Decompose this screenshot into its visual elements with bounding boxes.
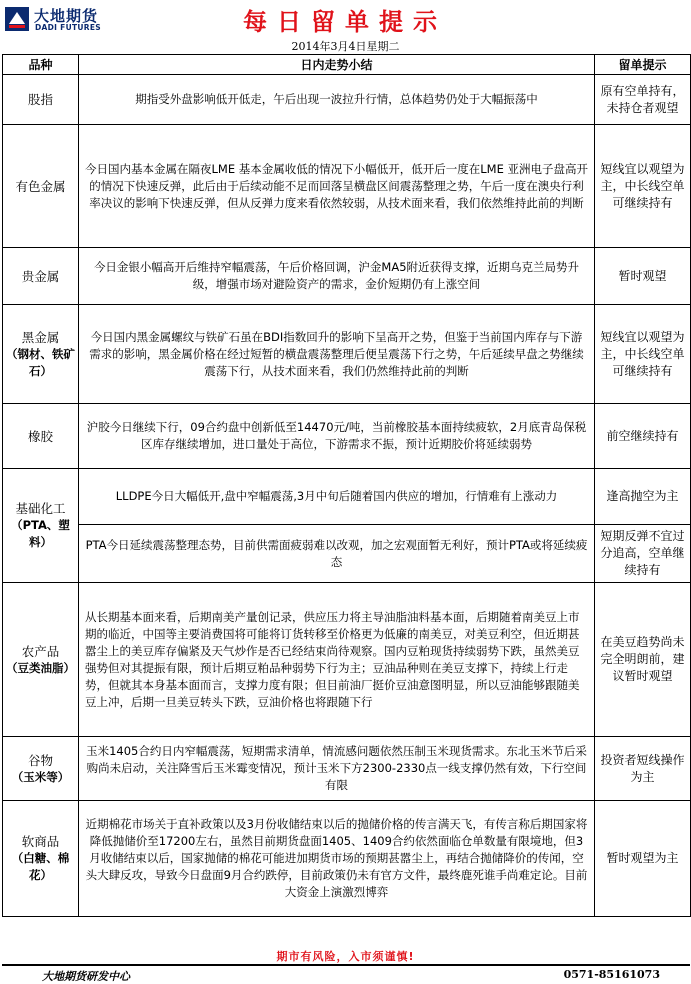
row-tip: 投资者短线操作为主 — [595, 737, 691, 801]
row-tip: 短期反弹不宜过分追高，空单继续持有 — [595, 525, 691, 583]
row-category — [3, 75, 79, 125]
report-date: 2014年3月4日星期二 — [291, 40, 400, 53]
table-row — [3, 404, 691, 469]
table-row — [3, 801, 691, 917]
row-tip: 前空继续持有 — [595, 404, 691, 469]
footer-bar — [2, 964, 690, 982]
category-sub-label: （PTA、塑料） — [11, 518, 70, 549]
company-logo — [4, 4, 124, 34]
row-summary: LLDPE今日大幅低开,盘中窄幅震荡,3月中旬后随着国内供应的增加，行情难有上涨动力 — [79, 469, 595, 525]
row-category — [3, 801, 79, 917]
category-sub-label: （钢材、铁矿石） — [6, 346, 75, 378]
row-category — [3, 248, 79, 305]
category-label: 有色金属 — [15, 178, 66, 194]
risk-warning: 期市有风险，入市须谨慎! — [276, 950, 415, 963]
row-summary: 今日国内基本金属在隔夜LME 基本金属收低的情况下小幅低开，低开后一度在LME 亚洲电子盘高开的情况下快速反弹，此后由于后续动能不足而回落呈横盘区间震荡整理之势，午后一度在澳央行利率决议的影响下快速反弹，但从反弹力度来看依然较弱，从技术面来看，我们依然维持此前的判断 — [79, 125, 595, 248]
table-row — [3, 583, 691, 737]
category-label: 股指 — [27, 92, 53, 107]
row-tip: 暂时观望为主 — [595, 801, 691, 917]
category-sub-label: （白糖、棉花） — [11, 851, 70, 882]
table-row — [3, 737, 691, 801]
category-label: 黑金属 — [21, 329, 60, 345]
page-title: 每日留单提示 — [243, 8, 447, 36]
category-label: 谷物 — [27, 752, 53, 768]
row-summary: 今日金银小幅高开后维持窄幅震荡，午后价格回调，沪金MA5附近获得支撑，近期乌克兰局势升级，增强市场对避险资产的需求，金价短期仍有上涨空间 — [79, 248, 595, 305]
row-tip: 原有空单持有，未持仓者观望 — [595, 75, 691, 125]
row-summary: 玉米1405合约日内窄幅震荡，短期需求清单，情流感问题依然压制玉米现货需求。东北玉米节后采购尚未启动，关注降雪后玉米霉变情况，预计玉米下方2300-2330点一线支撑仍然有效，下行空间有限 — [79, 737, 595, 801]
row-summary: 从长期基本面来看，后期南美产量创记录，供应压力将主导油脂油料基本面，后期随着南美豆上市期的临近，中国等主要消费国将可能将订货转移至价格更为低廉的南美豆，对美豆利空，但近期甚嚣尘上的美豆库存偏紧及天气炒作是否已经结束尚待观察。国内豆粕现货持续弱势下跌，虽然美豆强势但对其提振有限，预计后期豆粕品种弱势下行为主；豆油品种则在美豆支撑下，持续上行走势，但就其本身基本面而言，支撑力度有限；但目前油厂挺价豆油意图明显，所以豆油能够跟随美豆上冲，后期一旦美豆转头下跌，豆油价格也将跟随下行 — [79, 583, 595, 737]
logo-text-cn: 大地期货 — [34, 7, 99, 25]
category-label: 橡胶 — [27, 428, 53, 444]
category-label: 基础化工 — [15, 501, 66, 516]
column-header-summary: 日内走势小结 — [79, 55, 595, 75]
row-tip: 在美豆趋势尚未完全明朗前，建议暂时观望 — [595, 583, 691, 737]
row-category — [3, 125, 79, 248]
row-tip: 暂时观望 — [595, 248, 691, 305]
row-summary: 沪胶今日继续下行，09合约盘中创新低至14470元/吨，当前橡胶基本面持续疲软，2月底青岛保税区库存继续增加，进口量处于高位，下游需求不振，预计近期胶价将延续弱势 — [79, 404, 595, 469]
category-label: 软商品 — [21, 834, 60, 849]
table-header-row — [3, 55, 691, 75]
row-category — [3, 583, 79, 737]
column-header-category: 品种 — [3, 55, 79, 75]
row-category — [3, 305, 79, 404]
row-tip: 短线宜以观望为主，中长线空单可继续持有 — [595, 305, 691, 404]
category-sub-label: （豆类油脂） — [6, 660, 75, 675]
category-label: 农产品 — [21, 643, 60, 659]
logo-text-en: DADI FUTURES — [35, 23, 101, 32]
row-tip: 逢高抛空为主 — [595, 469, 691, 525]
table-row — [3, 75, 691, 125]
row-category — [3, 737, 79, 801]
header — [0, 0, 691, 38]
advice-table — [2, 54, 691, 917]
footer-org: 大地期货研发中心 — [42, 970, 130, 983]
table-row — [3, 525, 691, 583]
footer-phone: 0571-85161073 — [563, 968, 660, 981]
row-summary: 近期棉花市场关于直补政策以及3月份收储结束以后的抛储价格的传言满天飞，有传言称后期国家将降低抛储价至17200左右，虽然目前期货盘面1405、1409合约依然面临仓单数量有限境地，但3月收储结束以后，国家抛储的棉花可能进加期货市场的预期甚嚣尘上，再结合抛储降价的传闻，空头大肆反攻，导致今日盘面9月合约跌停，目前政策仍未有官方文件，最终鹿死谁手尚难定论。目前大资金上演激烈博弈 — [79, 801, 595, 917]
category-sub-label: （玉米等） — [11, 769, 70, 784]
row-summary: 今日国内黑金属螺纹与铁矿石虽在BDI指数回升的影响下呈高开之势，但鉴于当前国内库存与下游需求的影响，黑金属价格在经过短暂的横盘震荡整理后便呈震荡下行之势，午后延续早盘之势继续震荡下行，从技术面来看，我们仍然维持此前的判断 — [79, 305, 595, 404]
row-tip: 短线宜以观望为主，中长线空单可继续持有 — [595, 125, 691, 248]
column-header-tip: 留单提示 — [595, 55, 691, 75]
table-row — [3, 125, 691, 248]
row-summary: PTA今日延续震荡整理态势，目前供需面疲弱难以改观，加之宏观面暂无利好，预计PTA或将延续疲态 — [79, 525, 595, 583]
row-category — [3, 404, 79, 469]
row-summary: 期指受外盘影响低开低走，午后出现一波拉升行情，总体趋势仍处于大幅振荡中 — [79, 75, 595, 125]
row-category — [3, 469, 79, 583]
table-row — [3, 248, 691, 305]
category-label: 贵金属 — [21, 268, 60, 284]
table-row — [3, 305, 691, 404]
logo-mark-icon — [4, 6, 30, 32]
table-row — [3, 469, 691, 525]
